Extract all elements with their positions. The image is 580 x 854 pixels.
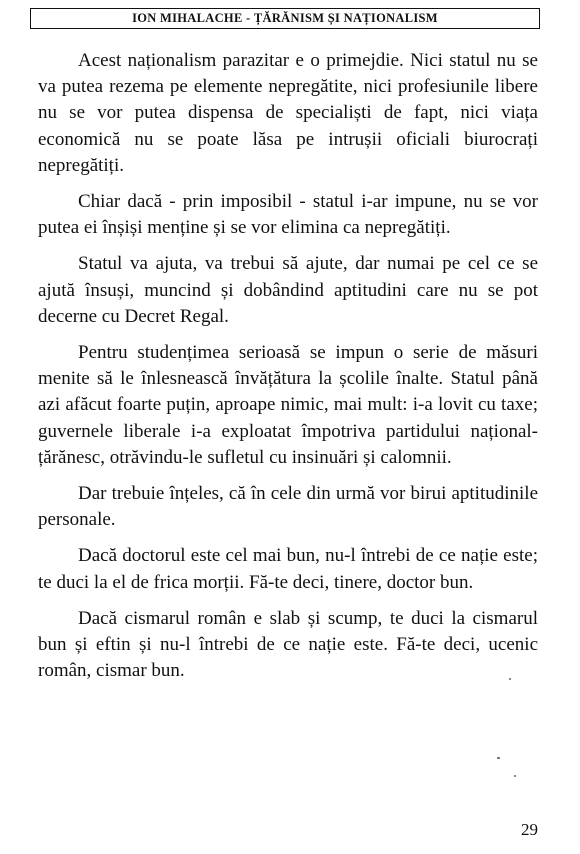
paragraph-7: Dacă cismarul român e slab și scump, te duci la cismarul bun și eftin și nu-l întrebi de ce nație este. Fă-te deci, ucenic român, cismar bun. bbox=[38, 607, 538, 682]
paragraph-6: Dacă doctorul este cel mai bun, nu-l întrebi de ce nație este; te duci la el de frica morții. Fă-te deci, tinere, doctor bun. bbox=[38, 545, 538, 593]
scan-speck bbox=[514, 775, 516, 777]
body-text bbox=[38, 48, 538, 694]
paragraph-2: Chiar dacă - prin imposibil - statul i-ar impune, nu se vor putea ei înșiși menține și se vor elimina ca nepregătiți. bbox=[38, 191, 538, 239]
running-header bbox=[30, 8, 540, 29]
paragraph-4: Pentru studențimea serioasă se impun o serie de măsuri menite să le înlesnească învățătura la școlile înalte. Statul până azi afăcut foarte puțin, aproape nimic, mai mult: i-a lovit cu taxe; guvernele liberale i-a exploatat împotriva partidului național-țărănesc, otrăvindu-le sufletul cu insinuări și calomnii. bbox=[38, 342, 538, 468]
running-header-title: ION MIHALACHE - ȚĂRĂNISM ȘI NAȚIONALISM bbox=[132, 11, 438, 25]
paragraph-1: Acest naționalism parazitar e o primejdie. Nici statul nu se va putea rezema pe elemente nepregătite, nici profesiunile libere nu se vor putea dispensa de specialiști de fapt, nici viața economică nu se poate lăsa pe intrușii oficiali biurocrați nepregătiți. bbox=[38, 50, 538, 176]
paragraph-5: Dar trebuie înțeles, că în cele din urmă vor birui aptitudinile personale. bbox=[38, 483, 538, 531]
scan-speck bbox=[509, 678, 511, 680]
scan-speck bbox=[497, 757, 500, 759]
page-number: 29 bbox=[521, 820, 538, 839]
paragraph-3: Statul va ajuta, va trebui să ajute, dar numai pe cel ce se ajută însuși, muncind și dobândind aptitudini care nu se pot decerne cu Decret Regal. bbox=[38, 253, 538, 327]
